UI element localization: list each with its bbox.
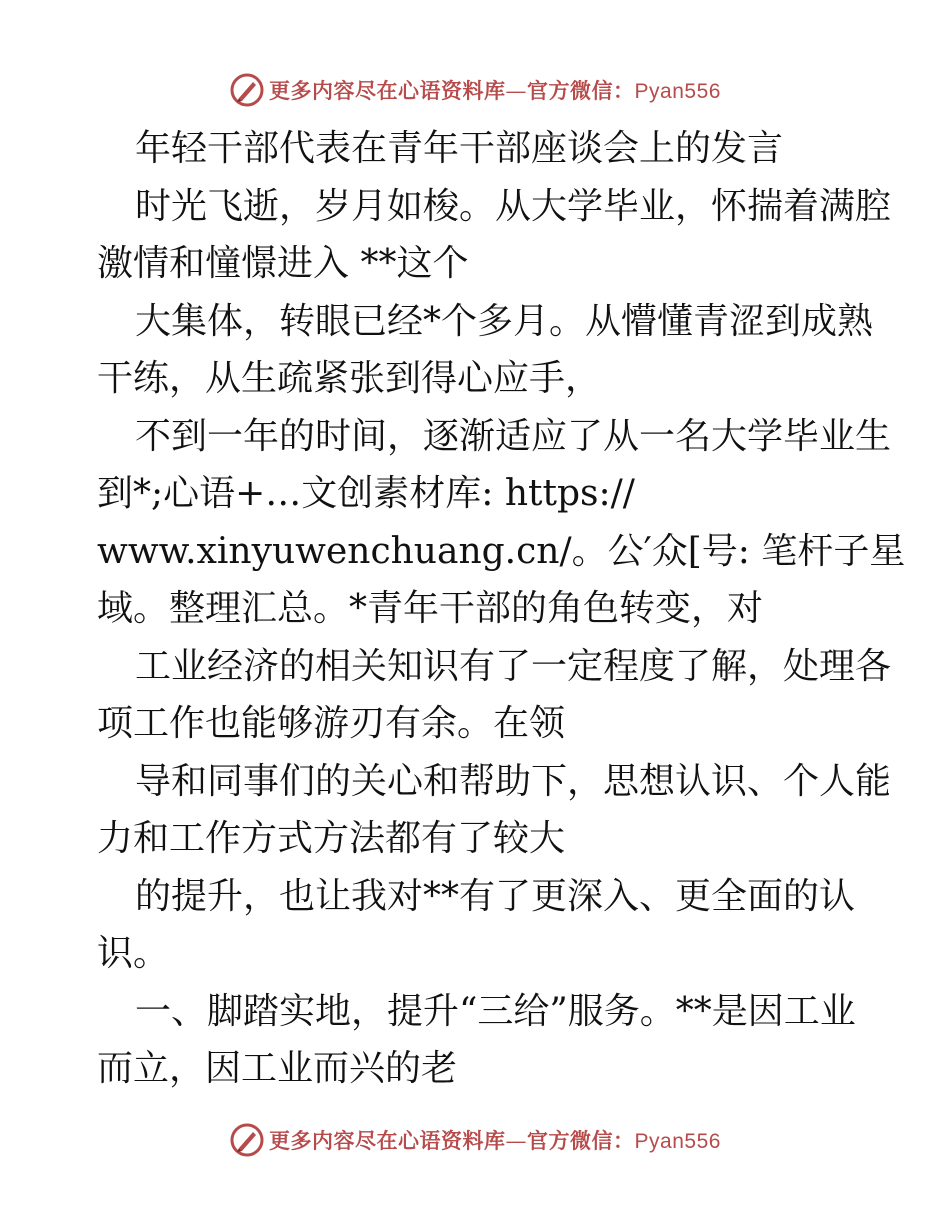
- text-line: 项工作也能够游刃有余。在领: [97, 703, 566, 744]
- text-line: 干练，从生疏紧张到得心应手，: [97, 358, 602, 399]
- footer-banner: [0, 1120, 950, 1160]
- text-line: 域。整理汇总。*青年干部的角色转变，对: [97, 588, 764, 629]
- text-line: 时光飞逝，岁月如梭。从大学毕业，怀揣着满腔: [135, 185, 892, 227]
- text-line: 力和工作方式方法都有了较大: [97, 818, 566, 859]
- document-title: 年轻干部代表在青年干部座谈会上的发言: [135, 128, 784, 169]
- text-line: 导和同事们的关心和帮助下，思想认识、个人能: [135, 760, 892, 802]
- header-banner: [0, 70, 950, 110]
- text-line: 工业经济的相关知识有了一定程度了解，处理各: [135, 645, 892, 687]
- banner-text: 更多内容尽在心语资料库—官方微信：Pyan556: [269, 78, 721, 103]
- text-line: 识。: [97, 933, 170, 974]
- pen-logo-icon: [229, 72, 265, 108]
- section-heading-line: 一、脚踏实地，提升“三给”服务。**是因工业: [135, 990, 856, 1032]
- text-line: 的提升，也让我对**有了更深入、更全面的认: [135, 875, 856, 917]
- text-line: 而立，因工业而兴的老: [97, 1048, 458, 1089]
- banner-text: 更多内容尽在心语资料库—官方微信：Pyan556: [269, 1128, 721, 1153]
- text-line: 不到一年的时间，逐渐适应了从一名大学毕业生: [135, 415, 892, 457]
- text-line: 到*;心语+…文创素材库: https://: [97, 473, 635, 514]
- text-line: 激情和憧憬进入 **这个: [97, 243, 469, 284]
- text-line: www.xinyuwenchuang.cn/。公′众[号: 笔杆子星: [97, 530, 906, 572]
- pen-logo-icon: [229, 1122, 265, 1158]
- text-line: 大集体，转眼已经*个多月。从懵懂青涩到成熟: [135, 300, 874, 342]
- document-body: [97, 120, 906, 1098]
